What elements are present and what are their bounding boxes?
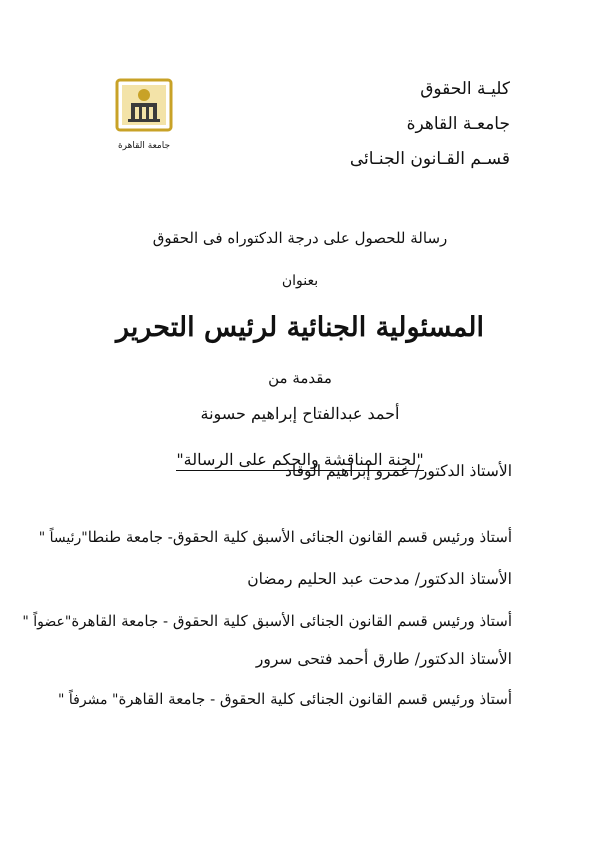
committee-member-1-name: الأستاذ الدكتور/ عمرو إبراهيم الوقاد xyxy=(284,462,512,480)
faculty-name: كليـة الحقوق xyxy=(420,79,510,99)
committee-heading-text: "لجنة المناقشة والحكم على الرسالة" xyxy=(176,450,424,469)
university-name: جامعـة القاهرة xyxy=(406,114,510,134)
degree-purpose: رسالة للحصول على درجة الدكتوراه فى الحقوق xyxy=(152,229,448,247)
committee-member-2-role: أستاذ ورئيس قسم القانون الجنائى الأسبق كلية الحقوق - جامعة القاهرة xyxy=(71,612,512,630)
committee-member-2-name: الأستاذ الدكتور/ مدحت عبد الحليم رمضان xyxy=(247,570,512,588)
thesis-title: المسئولية الجنائية لرئيس التحرير xyxy=(115,312,485,343)
committee-member-3-role: أستاذ ورئيس قسم القانون الجنائى كلية الحقوق - جامعة القاهرة xyxy=(118,690,512,708)
titled-label: بعنوان xyxy=(281,273,319,289)
committee-member-2-role-line xyxy=(22,612,512,630)
presented-by-label: مقدمة من xyxy=(268,369,332,387)
author-name: أحمد عبدالفتاح إبراهيم حسونة xyxy=(200,404,400,423)
institution-header xyxy=(350,78,510,183)
department-name: قسـم القـانون الجنـائى xyxy=(349,149,510,169)
committee-member-1-tag: "رئيساً " xyxy=(38,530,88,546)
committee-member-3-name: الأستاذ الدكتور/ طارق أحمد فتحى سرور xyxy=(255,650,512,668)
committee-member-1-role-line xyxy=(38,528,512,546)
committee-member-3-tag: " مشرفاً " xyxy=(58,692,119,708)
committee-member-1-role: أستاذ ورئيس قسم القانون الجنائى الأسبق كلية الحقوق- جامعة طنطا xyxy=(87,528,512,546)
logo-caption: جامعة القاهرة xyxy=(117,141,171,151)
committee-member-3-role-line xyxy=(58,690,512,708)
committee-member-2-tag: "عضواً " xyxy=(22,614,72,630)
cairo-university-crest-icon xyxy=(111,76,177,156)
